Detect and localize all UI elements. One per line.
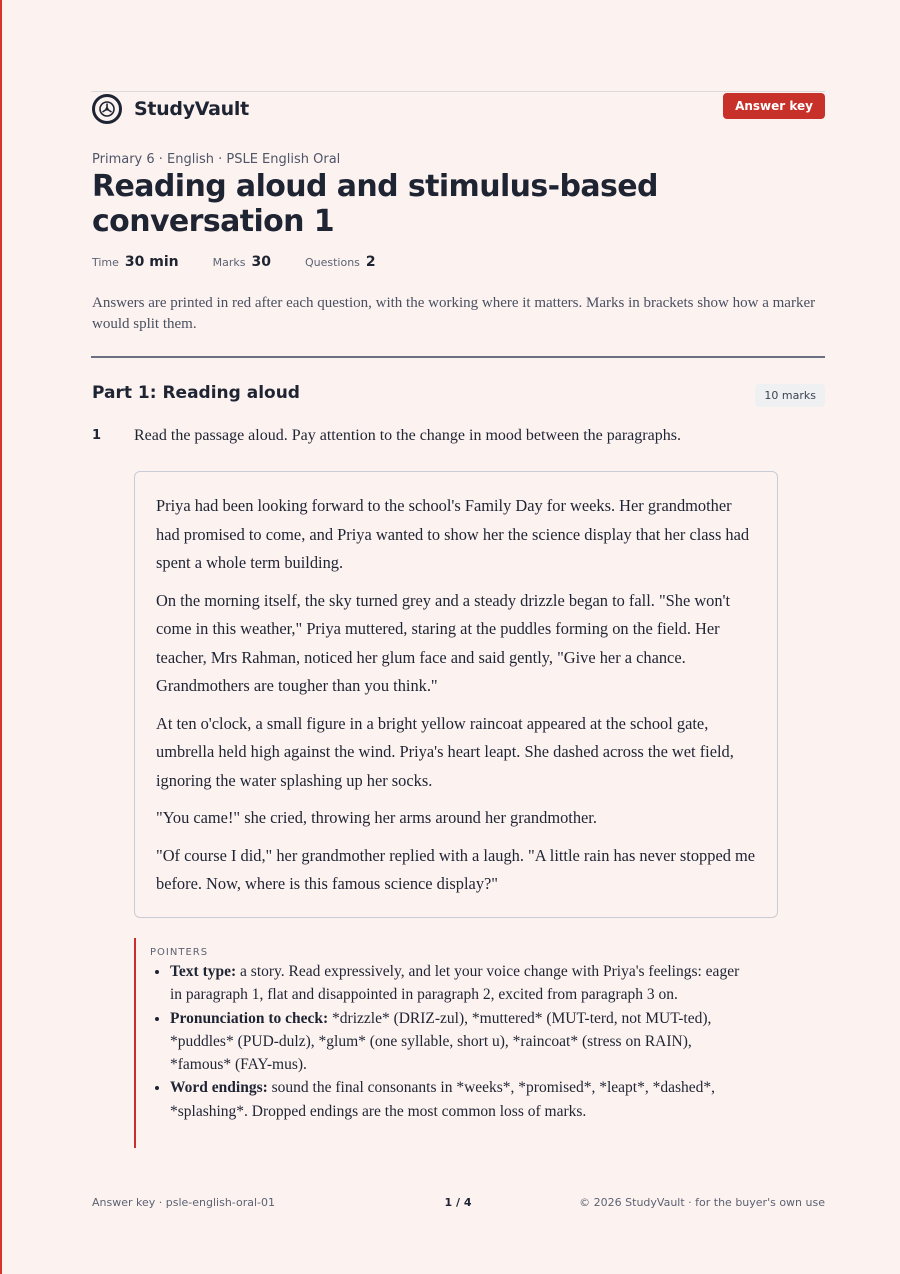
passage-paragraph: Priya had been looking forward to the school's Family Day for weeks. Her grandmother had promised to come, and Priya wanted to show her the science display that her class had spent a whole term building. xyxy=(156,496,750,572)
marks-label: Marks xyxy=(212,256,246,269)
intro-text: Answers are printed in red after each question, with the working where it matters. Marks in brackets show how a marker would split them. xyxy=(92,295,816,332)
section-divider xyxy=(91,356,825,358)
question-number: 1 xyxy=(92,428,102,443)
pointer-term: Pronunciation to check: xyxy=(170,1009,329,1027)
logo-icon xyxy=(92,94,122,124)
part-title: Part 1: Reading aloud xyxy=(92,383,300,403)
pointer-item xyxy=(170,1007,754,1077)
brand xyxy=(92,92,249,126)
questions-label: Questions xyxy=(304,256,360,269)
passage-paragraph: "You came!" she cried, throwing her arms around her grandmother. xyxy=(156,808,597,827)
question-text: Read the passage aloud. Pay attention to the change in mood between the paragraphs. xyxy=(134,427,681,444)
page-number: 1 / 4 xyxy=(444,1196,472,1209)
questions-value: 2 xyxy=(365,254,376,270)
page-edge-accent xyxy=(0,0,2,1274)
brand-name: StudyVault xyxy=(134,98,249,120)
footer-copyright: © 2026 StudyVault · for the buyer's own use xyxy=(579,1196,825,1209)
pointer-term: Word endings: xyxy=(170,1079,268,1097)
reading-passage xyxy=(134,471,778,918)
answer-key-badge: Answer key xyxy=(723,93,825,119)
pointer-text: a story. Read expressively, and let your voice change with Priya's feelings: eager in paragraph 1, flat and disappointed in paragraph 2, excited from paragraph 3 on. xyxy=(170,963,740,1004)
marks-value: 30 xyxy=(251,254,271,270)
time-value: 30 min xyxy=(124,254,179,270)
breadcrumb: Primary 6 · English · PSLE English Oral xyxy=(92,152,341,167)
page-title: Reading aloud and stimulus-based conversation 1 xyxy=(92,169,658,239)
pointer-item xyxy=(170,960,754,1007)
pointers-list xyxy=(150,960,754,1123)
passage-paragraph: At ten o'clock, a small figure in a bright yellow raincoat appeared at the school gate, umbrella held high against the wind. Priya's heart leapt. She dashed across the wet field, ignoring the water splashing up her socks. xyxy=(156,713,734,790)
pointers-label: POINTERS xyxy=(150,947,209,958)
pointer-item xyxy=(170,1076,754,1123)
passage-paragraph: "Of course I did," her grandmother replied with a laugh. "A little rain has never stopped me before. Now, where is this famous science display?" xyxy=(156,845,756,893)
pointers-box xyxy=(134,938,754,1148)
time-label: Time xyxy=(92,256,119,269)
pointer-text: *drizzle* (DRIZ-zul), *muttered* (MUT-terd, not MUT-ted), *puddles* (PUD-dulz), *glum* (one syllable, short u), *raincoat* (stress on RAIN), *famous* (FAY-mus). xyxy=(170,1009,712,1074)
pointer-text: sound the final consonants in *weeks*, *promised*, *leapt*, *dashed*, *splashing*. Dropped endings are the most common loss of marks. xyxy=(170,1079,716,1120)
passage-paragraph: On the morning itself, the sky turned grey and a steady drizzle began to fall. "She won't come in this weather," Priya muttered, staring at the puddles forming on the field. Her teacher, Mrs Rahman, noticed her glum face and said gently, "Give her a chance. Grandmothers are tougher than you think." xyxy=(156,590,731,695)
pointer-term: Text type: xyxy=(170,963,237,980)
footer-doc-id: Answer key · psle-english-oral-01 xyxy=(92,1196,275,1209)
part-marks-badge: 10 marks xyxy=(755,384,825,407)
paper-meta xyxy=(92,254,410,270)
